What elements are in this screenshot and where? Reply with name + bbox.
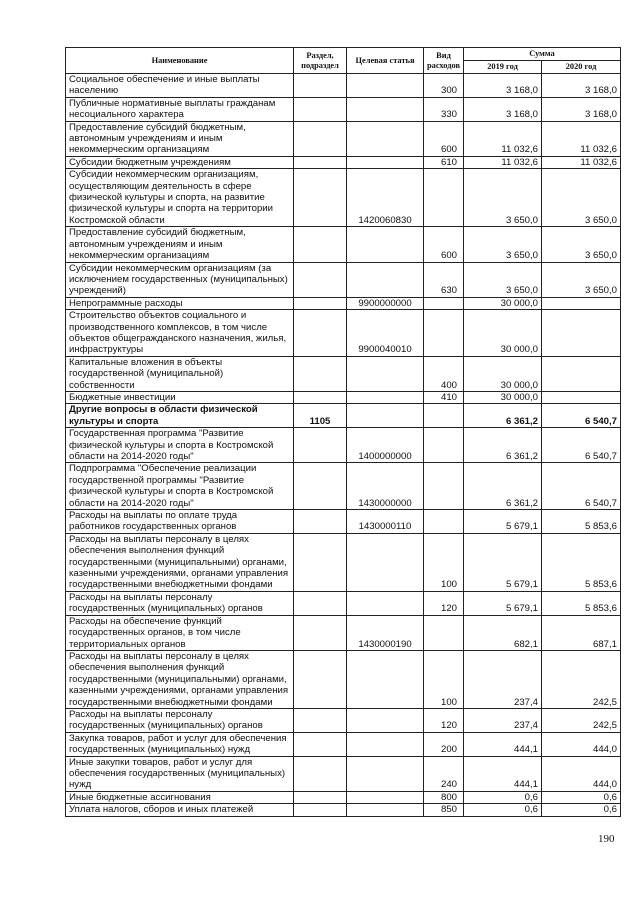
row-sum-2020: 242,5: [542, 708, 621, 732]
row-target: [347, 391, 424, 403]
row-sum-2020: 3 650,0: [542, 262, 621, 297]
row-target: [347, 156, 424, 168]
row-target: [347, 650, 424, 708]
row-target: [347, 732, 424, 756]
row-kind: 120: [424, 591, 464, 615]
row-sum-2020: 687,1: [542, 615, 621, 650]
row-kind: 410: [424, 391, 464, 403]
row-sum-2020: 5 853,6: [542, 533, 621, 591]
table-row: [66, 310, 621, 357]
table-row: [66, 708, 621, 732]
row-section: [294, 169, 347, 227]
table-row: [66, 262, 621, 297]
row-name: Капитальные вложения в объекты государственной (муниципальной) собственности: [66, 356, 294, 391]
row-sum-2019: 237,4: [464, 650, 542, 708]
row-section: [294, 732, 347, 756]
row-sum-2019: 6 361,2: [464, 428, 542, 463]
header-section: Раздел, подраздел: [294, 48, 347, 74]
row-name: Расходы на обеспечение функций государственных органов, в том числе территориальных органов: [66, 615, 294, 650]
header-kind: Вид расходов: [424, 48, 464, 74]
row-kind: 630: [424, 262, 464, 297]
row-section: [294, 262, 347, 297]
row-name: Социальное обеспечение и иные выплаты населению: [66, 74, 294, 98]
row-sum-2019: 444,1: [464, 732, 542, 756]
row-target: [347, 533, 424, 591]
header-2020: 2020 год: [542, 61, 621, 74]
table-row: [66, 591, 621, 615]
row-sum-2020: 5 853,6: [542, 591, 621, 615]
row-sum-2019: 444,1: [464, 756, 542, 791]
row-name: Публичные нормативные выплаты гражданам несоциального характера: [66, 97, 294, 121]
row-sum-2019: 3 168,0: [464, 74, 542, 98]
table-row: [66, 169, 621, 227]
row-name: Иные бюджетные ассигнования: [66, 791, 294, 803]
row-target: [347, 591, 424, 615]
row-name: Расходы на выплаты персоналу в целях обеспечения выполнения функций государственными (муниципальными) органами, казенными учреждениями, органами управления государственными внебюджетными фондами: [66, 533, 294, 591]
row-target: [347, 97, 424, 121]
table-row: [66, 391, 621, 403]
row-sum-2020: 444,0: [542, 732, 621, 756]
row-kind: 600: [424, 121, 464, 156]
row-target: [347, 262, 424, 297]
row-target: 1430000000: [347, 463, 424, 510]
table-row: [66, 227, 621, 262]
row-sum-2020: 6 540,7: [542, 404, 621, 428]
row-name: Закупка товаров, работ и услуг для обеспечения государственных (муниципальных) нужд: [66, 732, 294, 756]
row-target: [347, 74, 424, 98]
row-section: [294, 356, 347, 391]
row-name: Расходы на выплаты по оплате труда работников государственных органов: [66, 510, 294, 534]
row-section: 1105: [294, 404, 347, 428]
row-sum-2019: 6 361,2: [464, 404, 542, 428]
row-name: Расходы на выплаты персоналу государственных (муниципальных) органов: [66, 591, 294, 615]
row-kind: 300: [424, 74, 464, 98]
row-sum-2020: 5 853,6: [542, 510, 621, 534]
row-target: 1430000190: [347, 615, 424, 650]
row-section: [294, 510, 347, 534]
row-name: Предоставление субсидий бюджетным, автономным учреждениям и иным некоммерческим организациям: [66, 121, 294, 156]
row-sum-2019: 3 650,0: [464, 169, 542, 227]
row-sum-2019: 3 650,0: [464, 262, 542, 297]
row-sum-2020: 0,6: [542, 791, 621, 803]
row-sum-2019: 30 000,0: [464, 356, 542, 391]
row-kind: 800: [424, 791, 464, 803]
row-kind: 600: [424, 227, 464, 262]
row-kind: [424, 297, 464, 309]
row-sum-2020: 11 032,6: [542, 156, 621, 168]
row-section: [294, 615, 347, 650]
row-kind: [424, 463, 464, 510]
row-name: Предоставление субсидий бюджетным, автономным учреждениям и иным некоммерческим организациям: [66, 227, 294, 262]
row-section: [294, 310, 347, 357]
table-row: [66, 356, 621, 391]
table-row: [66, 732, 621, 756]
row-section: [294, 428, 347, 463]
row-target: 9900000000: [347, 297, 424, 309]
row-kind: 200: [424, 732, 464, 756]
row-target: [347, 404, 424, 428]
row-section: [294, 227, 347, 262]
row-sum-2020: 0,6: [542, 804, 621, 816]
row-name: Расходы на выплаты персоналу государственных (муниципальных) органов: [66, 708, 294, 732]
table-row: [66, 791, 621, 803]
row-section: [294, 791, 347, 803]
row-sum-2020: 3 650,0: [542, 169, 621, 227]
table-row: [66, 756, 621, 791]
row-sum-2020: [542, 356, 621, 391]
row-sum-2019: 30 000,0: [464, 297, 542, 309]
row-section: [294, 650, 347, 708]
row-sum-2020: 3 650,0: [542, 227, 621, 262]
row-sum-2019: 237,4: [464, 708, 542, 732]
table-row: [66, 510, 621, 534]
table-row: [66, 428, 621, 463]
row-section: [294, 97, 347, 121]
row-name: Государственная программа "Развитие физической культуры и спорта в Костромской области на 2014-2020 годы": [66, 428, 294, 463]
row-name: Бюджетные инвестиции: [66, 391, 294, 403]
row-name: Субсидии некоммерческим организациям, осуществляющим деятельность в сфере физической культуры и спорта, на развитие физической культуры и спорта на территории Костромской области: [66, 169, 294, 227]
header-target: Целевая статья: [347, 48, 424, 74]
budget-table: [65, 47, 621, 817]
row-kind: 100: [424, 533, 464, 591]
row-kind: 240: [424, 756, 464, 791]
row-target: 1420060830: [347, 169, 424, 227]
page-number: 190: [598, 833, 615, 845]
row-sum-2020: 11 032,6: [542, 121, 621, 156]
row-section: [294, 804, 347, 816]
table-row: [66, 533, 621, 591]
row-sum-2020: 3 168,0: [542, 74, 621, 98]
row-sum-2019: 11 032,6: [464, 121, 542, 156]
row-sum-2019: 0,6: [464, 791, 542, 803]
row-kind: 100: [424, 650, 464, 708]
row-sum-2019: 30 000,0: [464, 310, 542, 357]
header-row: [66, 48, 621, 61]
row-target: [347, 227, 424, 262]
row-kind: 400: [424, 356, 464, 391]
row-sum-2019: 30 000,0: [464, 391, 542, 403]
row-name: Иные закупки товаров, работ и услуг для обеспечения государственных (муниципальных) нужд: [66, 756, 294, 791]
row-sum-2019: 11 032,6: [464, 156, 542, 168]
header-sum: Сумма: [464, 48, 621, 61]
row-sum-2019: 682,1: [464, 615, 542, 650]
table-row: [66, 804, 621, 816]
row-kind: [424, 615, 464, 650]
row-kind: [424, 510, 464, 534]
row-kind: [424, 428, 464, 463]
table-row: [66, 404, 621, 428]
table-row: [66, 156, 621, 168]
row-target: [347, 804, 424, 816]
row-sum-2020: 444,0: [542, 756, 621, 791]
row-section: [294, 297, 347, 309]
row-section: [294, 156, 347, 168]
row-target: [347, 356, 424, 391]
row-target: [347, 708, 424, 732]
table-row: [66, 615, 621, 650]
row-sum-2020: [542, 391, 621, 403]
row-section: [294, 708, 347, 732]
row-target: [347, 121, 424, 156]
row-sum-2020: 3 168,0: [542, 97, 621, 121]
row-sum-2019: 5 679,1: [464, 533, 542, 591]
row-kind: 120: [424, 708, 464, 732]
row-sum-2020: 6 540,7: [542, 463, 621, 510]
row-sum-2019: 0,6: [464, 804, 542, 816]
row-name: Строительство объектов социального и производственного комплексов, в том числе объектов общегражданского назначения, жилья, инфраструктуры: [66, 310, 294, 357]
row-sum-2020: [542, 310, 621, 357]
row-sum-2019: 3 650,0: [464, 227, 542, 262]
row-kind: [424, 404, 464, 428]
table-body: [66, 74, 621, 817]
row-sum-2020: 242,5: [542, 650, 621, 708]
table-row: [66, 97, 621, 121]
row-sum-2019: 6 361,2: [464, 463, 542, 510]
row-kind: 610: [424, 156, 464, 168]
row-section: [294, 591, 347, 615]
row-sum-2020: [542, 297, 621, 309]
row-kind: 850: [424, 804, 464, 816]
row-kind: 330: [424, 97, 464, 121]
row-target: 1400000000: [347, 428, 424, 463]
row-sum-2019: 5 679,1: [464, 591, 542, 615]
header-2019: 2019 год: [464, 61, 542, 74]
row-target: 1430000110: [347, 510, 424, 534]
row-section: [294, 533, 347, 591]
row-sum-2020: 6 540,7: [542, 428, 621, 463]
row-name: Субсидии бюджетным учреждениям: [66, 156, 294, 168]
row-sum-2019: 3 168,0: [464, 97, 542, 121]
row-kind: [424, 169, 464, 227]
header-name: Наименование: [66, 48, 294, 74]
row-section: [294, 391, 347, 403]
table-row: [66, 121, 621, 156]
row-kind: [424, 310, 464, 357]
row-section: [294, 74, 347, 98]
row-name: Уплата налогов, сборов и иных платежей: [66, 804, 294, 816]
row-name: Подпрограмма "Обеспечение реализации государственной программы "Развитие физической культуры и спорта в Костромской области на 2014-2020 годы": [66, 463, 294, 510]
table-row: [66, 463, 621, 510]
budget-table-container: [65, 47, 620, 817]
table-row: [66, 297, 621, 309]
row-name: Другие вопросы в области физической культуры и спорта: [66, 404, 294, 428]
row-section: [294, 463, 347, 510]
table-row: [66, 74, 621, 98]
row-name: Субсидии некоммерческим организациям (за исключением государственных (муниципальных) учреждений): [66, 262, 294, 297]
row-sum-2019: 5 679,1: [464, 510, 542, 534]
row-section: [294, 756, 347, 791]
table-row: [66, 650, 621, 708]
row-target: 9900040010: [347, 310, 424, 357]
row-name: Расходы на выплаты персоналу в целях обеспечения выполнения функций государственными (муниципальными) органами, казенными учреждениями, органами управления государственными внебюджетными фондами: [66, 650, 294, 708]
row-section: [294, 121, 347, 156]
row-target: [347, 791, 424, 803]
row-name: Непрограммные расходы: [66, 297, 294, 309]
row-target: [347, 756, 424, 791]
